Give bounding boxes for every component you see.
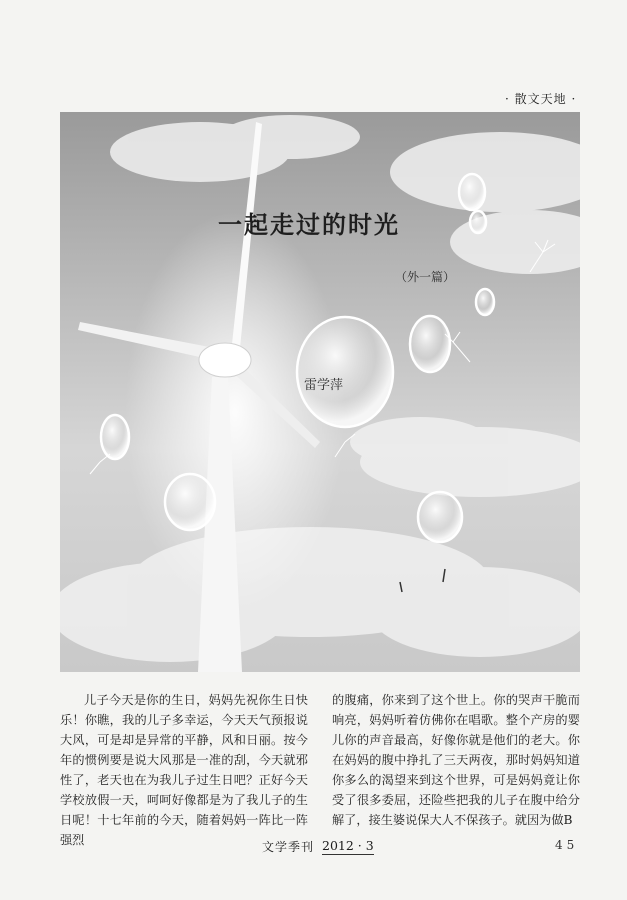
section-label: · 散文天地 ·: [505, 92, 577, 106]
body-column-right: [332, 690, 580, 830]
issue-number: 2012 · 3: [322, 838, 374, 853]
body-column-left: [60, 690, 308, 850]
turbine-hub: [199, 343, 251, 377]
journal-name: 文学季刊: [262, 840, 315, 854]
paragraph: 儿子今天是你的生日，妈妈先祝你生日快乐！你瞧，我的儿子多幸运，今天天气预报说大风，可是却是异常的平静，风和日丽。按今年的惯例要是说大风那是一准的刮，今天就邪性了，老天也在为我儿子过生日吧？正好今天学校放假一天，呵呵好像都是为了我儿子的生日呢！十七年前的今天，随着妈妈一阵比一阵强烈: [60, 693, 308, 847]
paragraph: 的腹痛，你来到了这个世上。你的哭声干脆而响亮，妈妈听着仿佛你在唱歌。整个产房的婴儿你的声音最高，好像你就是他们的老大。你在妈妈的腹中挣扎了三天两夜，那时妈妈知道你多么的渴望来到这个世界，可是妈妈竟让你受了很多委屈，还险些把我的儿子在腹中给分解了，接生婆说保大人不保孩子。就因为做B: [332, 693, 580, 827]
article-author: 雷学萍: [304, 378, 344, 393]
article-title: 一起走过的时光: [218, 211, 400, 239]
page-number: 45: [555, 838, 579, 852]
article-subtitle: （外一篇）: [395, 270, 456, 284]
